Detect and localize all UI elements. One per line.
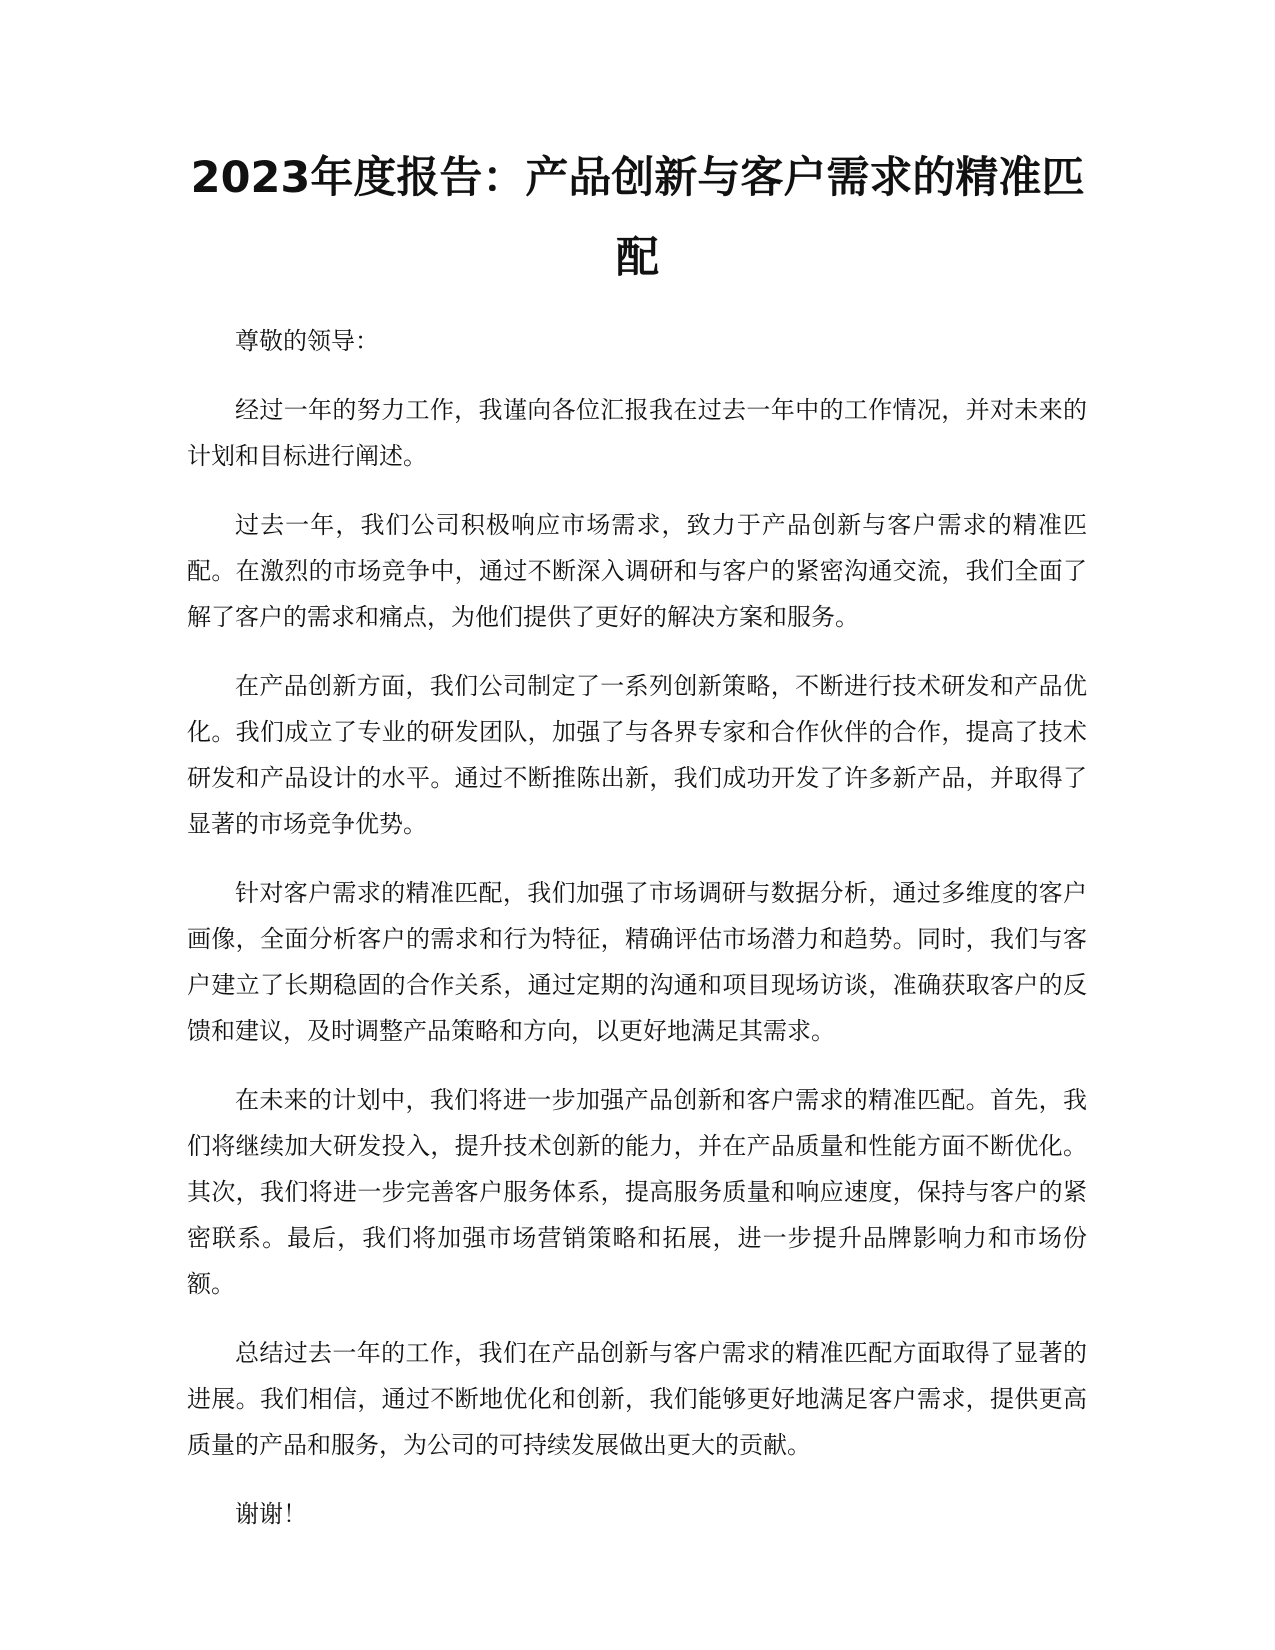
- paragraph: 总结过去一年的工作，我们在产品创新与客户需求的精准匹配方面取得了显著的进展。我们相信，通过不断地优化和创新，我们能够更好地满足客户需求，提供更高质量的产品和服务，为公司的可持续发展做出更大的贡献。: [187, 1339, 1087, 1459]
- paragraph: 在未来的计划中，我们将进一步加强产品创新和客户需求的精准匹配。首先，我们将继续加大研发投入，提升技术创新的能力，并在产品质量和性能方面不断优化。其次，我们将进一步完善客户服务体系，提高服务质量和响应速度，保持与客户的紧密联系。最后，我们将加强市场营销策略和拓展，进一步提升品牌影响力和市场份额。: [187, 1086, 1087, 1298]
- paragraph: 在产品创新方面，我们公司制定了一系列创新策略，不断进行技术研发和产品优化。我们成立了专业的研发团队，加强了与各界专家和合作伙伴的合作，提高了技术研发和产品设计的水平。通过不断推陈出新，我们成功开发了许多新产品，并取得了显著的市场竞争优势。: [187, 672, 1087, 838]
- document-title: 2023年度报告：产品创新与客户需求的精准匹配: [190, 153, 1085, 283]
- paragraph: 针对客户需求的精准匹配，我们加强了市场调研与数据分析，通过多维度的客户画像，全面分析客户的需求和行为特征，精确评估市场潜力和趋势。同时，我们与客户建立了长期稳固的合作关系，通过定期的沟通和项目现场访谈，准确获取客户的反馈和建议，及时调整产品策略和方向，以更好地满足其需求。: [187, 879, 1087, 1045]
- paragraph: 经过一年的努力工作，我谨向各位汇报我在过去一年中的工作情况，并对未来的计划和目标进行阐述。: [187, 396, 1087, 470]
- salutation: 尊敬的领导：: [235, 327, 379, 355]
- closing: 谢谢！: [235, 1500, 307, 1528]
- document-body: [187, 318, 1087, 1560]
- paragraph: 过去一年，我们公司积极响应市场需求，致力于产品创新与客户需求的精准匹配。在激烈的市场竞争中，通过不断深入调研和与客户的紧密沟通交流，我们全面了解了客户的需求和痛点，为他们提供了更好的解决方案和服务。: [187, 511, 1087, 631]
